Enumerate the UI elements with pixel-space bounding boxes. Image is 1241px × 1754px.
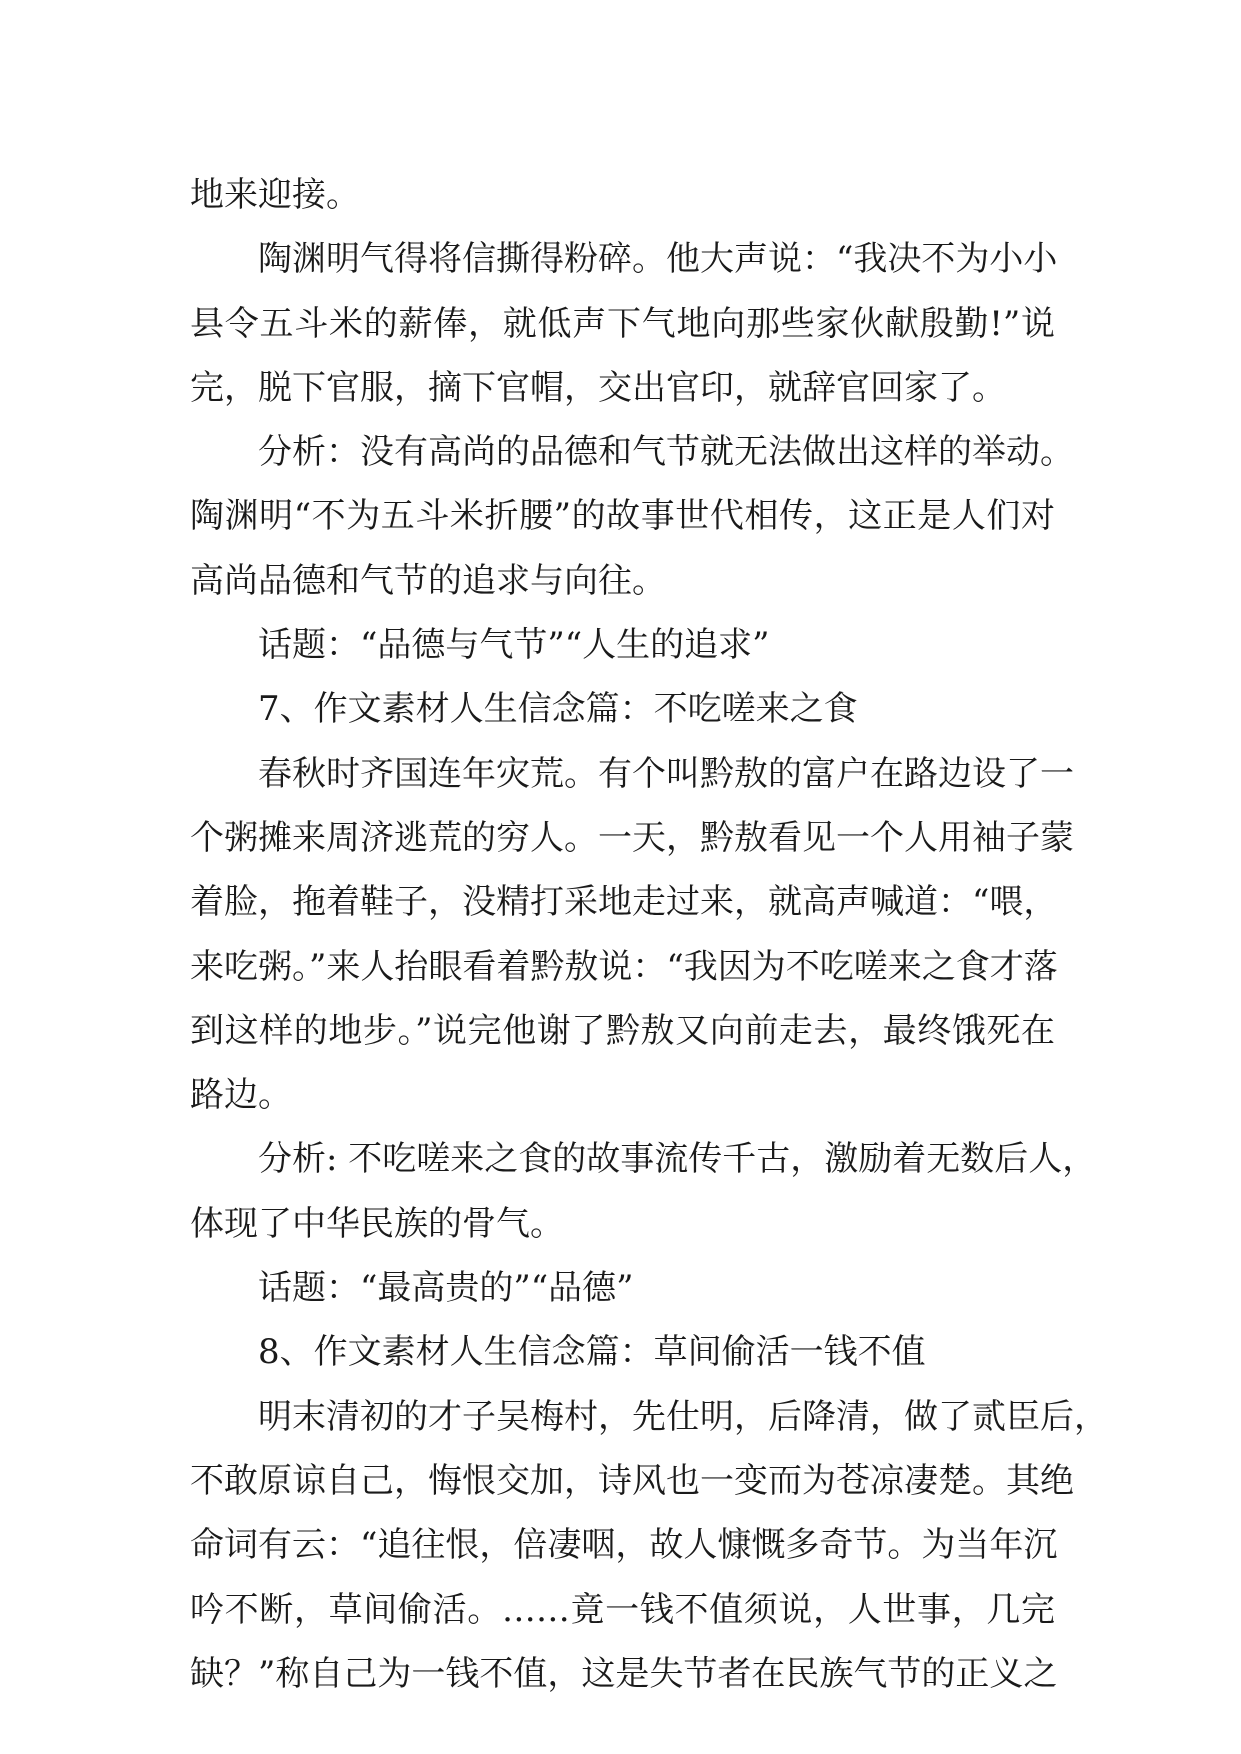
text-line: 话题：“最高贵的”“品德” <box>258 1268 634 1309</box>
text-line: 县令五斗米的薪俸，就低声下气地向那些家伙献殷勤!”说 <box>190 303 1055 344</box>
text-line: 完，脱下官服，摘下官帽，交出官印，就辞官回家了。 <box>190 367 1006 408</box>
text-line: 8、作文素材人生信念篇：草间偷活一钱不值 <box>258 1332 926 1373</box>
text-line: 缺？”称自己为一钱不值，这是失节者在民族气节的正义之 <box>190 1653 1058 1694</box>
text-line: 地来迎接。 <box>190 175 360 215</box>
text-line: 明末清初的才子吴梅村，先仕明，后降清，做了贰臣后， <box>258 1396 1108 1437</box>
text-line: 个粥摊来周济逃荒的穷人。一天，黔敖看见一个人用袖子蒙 <box>190 817 1074 858</box>
document-body <box>190 163 1108 1706</box>
text-line: 话题：“品德与气节”“人生的追求” <box>258 625 770 666</box>
text-line: 路边。 <box>190 1075 292 1116</box>
text-line: 吟不断，草间偷活。……竟一钱不值须说，人世事，几完 <box>190 1589 1055 1630</box>
text-line: 分析: 不吃嗟来之食的故事流传千古，激励着无数后人， <box>258 1139 1097 1180</box>
text-line: 分析：没有高尚的品德和气节就无法做出这样的举动。 <box>258 432 1074 473</box>
text-line: 不敢原谅自己，悔恨交加，诗风也一变而为苍凉凄楚。其绝 <box>190 1460 1074 1501</box>
text-line: 着脸，拖着鞋子，没精打采地走过来，就高声喊道：“喂， <box>190 882 1058 923</box>
text-line: 高尚品德和气节的追求与向往。 <box>190 560 666 601</box>
text-line: 体现了中华民族的骨气。 <box>190 1203 564 1244</box>
text-line: 命词有云：“追往恨，倍凄咽，故人慷慨多奇节。为当年沉 <box>190 1525 1058 1566</box>
text-line: 来吃粥。”来人抬眼看着黔敖说：“我因为不吃嗟来之食才落 <box>190 946 1058 987</box>
text-line: 春秋时齐国连年灾荒。有个叫黔敖的富户在路边设了一 <box>258 753 1074 794</box>
text-line: 陶渊明气得将信撕得粉碎。他大声说：“我决不为小小 <box>258 239 1058 280</box>
text-line: 7、作文素材人生信念篇：不吃嗟来之食 <box>258 689 858 730</box>
text-line: 陶渊明“不为五斗米折腰”的故事世代相传，这正是人们对 <box>190 496 1055 537</box>
text-line: 到这样的地步。”说完他谢了黔敖又向前走去，最终饿死在 <box>190 1010 1055 1051</box>
